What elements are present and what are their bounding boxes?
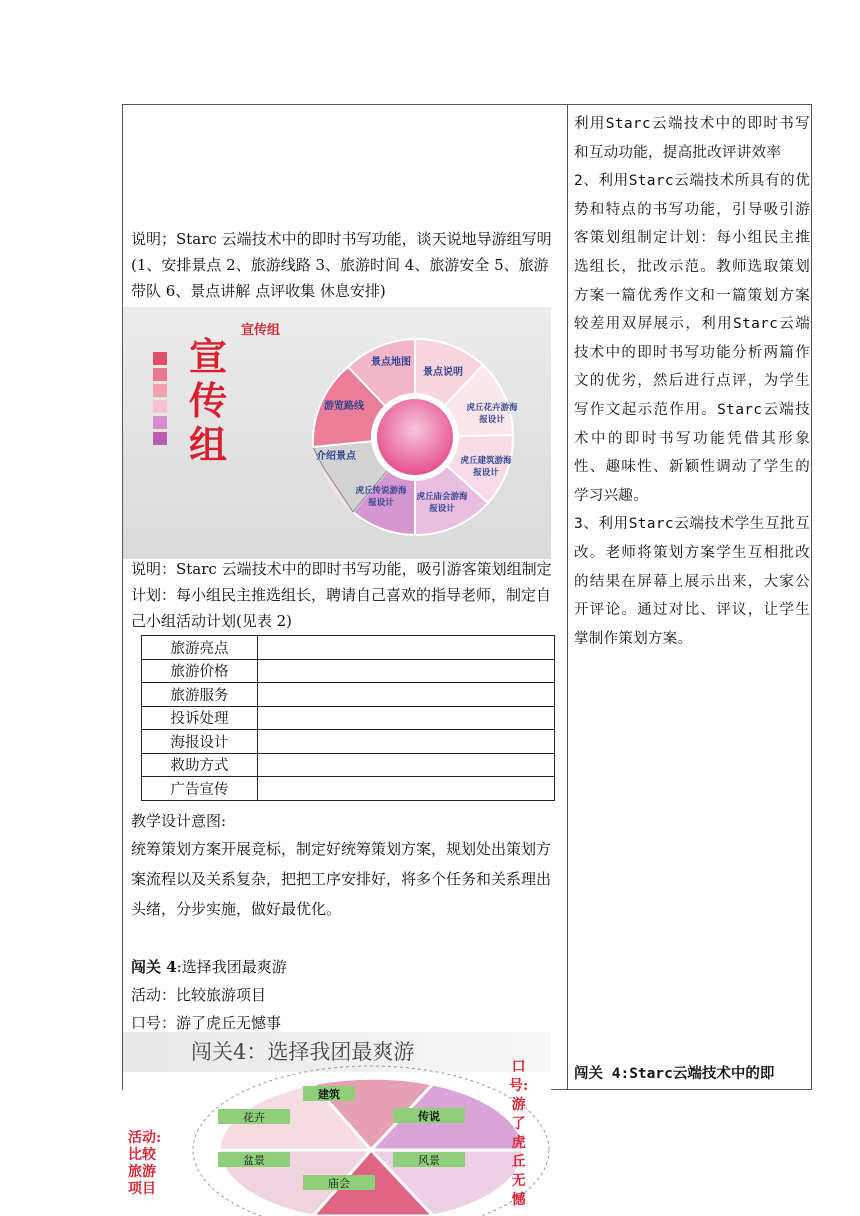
segment-legend-poster: 虎丘传说游海报设计 (355, 486, 407, 508)
activity-line: 活动：比较旅游项目 (131, 986, 267, 1004)
publicity-group-diagram (123, 307, 551, 559)
item-legend: 传说 (393, 1108, 465, 1123)
right-paragraph-3: 3、利用Starc云端技术学生互批互改。老师将策划方案学生互相批改的结果在屏幕上展示出来，大家公开评论。通过对比、评议，让学生掌制作策划方案。 (574, 516, 810, 647)
segment-flower-poster: 虎丘花卉游海报设计 (466, 403, 518, 425)
segment-map: 景点地图 (371, 357, 411, 368)
item-bonsai: 盆景 (218, 1152, 290, 1167)
item-building: 建筑 (303, 1086, 355, 1101)
row-label: 旅游亮点 (142, 636, 258, 660)
row-value[interactable] (258, 636, 555, 660)
table-row (142, 683, 555, 707)
item-scenery: 风景 (393, 1152, 465, 1167)
right-level4-heading: 闯关 4:Starc云端技术中的即 (574, 1066, 775, 1082)
slide-title: 闯关4：选择我团最爽游 (191, 1040, 415, 1064)
slogan-line: 口号：游了虎丘无憾事 (131, 1014, 282, 1032)
right-paragraph-1: 利用Starc云端技术中的即时书写和互动功能，提高批改评讲效率 (574, 116, 810, 161)
table-row (142, 706, 555, 730)
plan-table (141, 635, 555, 801)
right-column (574, 110, 810, 653)
row-value[interactable] (258, 730, 555, 754)
row-value[interactable] (258, 753, 555, 777)
row-label: 旅游服务 (142, 683, 258, 707)
design-intent-text: 统筹策划方案开展竞标，制定好统筹策划方案，规划处出策划方案流程以及关系复杂，把把工序安排好，将多个任务和关系理出头绪，分步实施，做好最优化。 (131, 840, 552, 918)
row-value[interactable] (258, 706, 555, 730)
design-intent-heading: 教学设计意图: (131, 812, 227, 830)
row-label: 救助方式 (142, 753, 258, 777)
note-planning-group: 说明：Starc 云端技术中的即时书写功能，吸引游客策划组制定计划：每小组民主推选组长，聘请自己喜欢的指导老师，制定自己小组活动计划(见表 2) (131, 560, 552, 630)
table-row (142, 777, 555, 801)
diagram-heading: 宣传组 (241, 323, 281, 338)
slide-slogan-note: 口 号: 游 了 虎 丘 无 憾 (509, 1059, 529, 1208)
note-guide-group: 说明；Starc 云端技术中的即时书写功能，谈天说地导游组写明(1、安排景点 2、旅游线路 3、旅游时间 4、旅游安全 5、旅游带队 6、景点讲解 点评收集 休息安排) (131, 230, 552, 300)
row-label: 广告宣传 (142, 777, 258, 801)
right-paragraph-2: 2、利用Starc云端技术所具有的优势和特点的书写功能，引导吸引游客策划组制定计划：每小组民主推选组长，批改示范。教师选取策划方案一篇优秀作文和一篇策划方案较差用双屏展示，利用Starc云端技术中的即时书写功能分析两篇作文的优劣，然后进行点评，为学生写作文起示范作用。Starc云端技术中的即时书写功能凭借其形象性、趣味性、新颖性调动了学生的学习兴趣。 (574, 173, 810, 504)
segment-building-poster: 虎丘建筑游海报设计 (460, 456, 512, 478)
table-row (142, 753, 555, 777)
segment-intro: 介绍景点 (316, 451, 356, 462)
slide-activity-note: 活动: 比较 旅游 项目 (128, 1130, 162, 1197)
segment-explain: 景点说明 (423, 367, 463, 378)
row-value[interactable] (258, 777, 555, 801)
level4-heading: 闯关 4:选择我团最爽游 (131, 958, 287, 976)
row-label: 投诉处理 (142, 706, 258, 730)
segment-fair-poster: 虎丘庙会游海报设计 (416, 492, 468, 514)
row-label: 海报设计 (142, 730, 258, 754)
row-label: 旅游价格 (142, 659, 258, 683)
row-value[interactable] (258, 659, 555, 683)
table-row (142, 636, 555, 660)
level4-slide (123, 1032, 551, 1216)
row-value[interactable] (258, 683, 555, 707)
ring-diagram (123, 307, 551, 559)
table-row (142, 659, 555, 683)
item-flowers: 花卉 (218, 1109, 290, 1124)
table-row (142, 730, 555, 754)
item-fair: 庙会 (303, 1175, 375, 1190)
big-title: 宣 传 组 (189, 334, 228, 467)
segment-route: 游览路线 (324, 401, 364, 412)
column-divider (567, 104, 568, 1090)
